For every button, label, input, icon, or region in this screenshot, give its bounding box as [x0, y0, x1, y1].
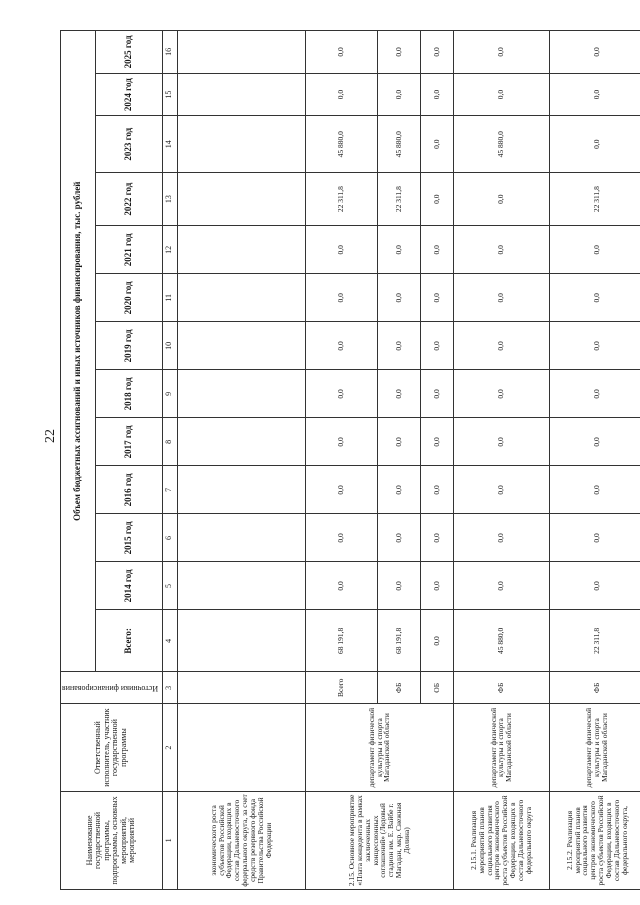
row-value: 0,0 [453, 418, 549, 466]
row-value: 45 880,0 [305, 116, 377, 173]
column-number: 6 [162, 514, 177, 562]
row-name: 2.15.1. Реализация мероприятий планов социального развития центров экономического роста субъектов Российской Федерации, входящих в состав Дальневосточного федерального округа [453, 791, 549, 889]
row-value [177, 418, 305, 466]
header-year: 2017 год [96, 418, 162, 466]
row-value: 0,0 [377, 322, 421, 370]
row-total: 45 880,0 [453, 610, 549, 672]
row-value: 0,0 [305, 73, 377, 116]
table-row [549, 31, 640, 890]
row-value: 0,0 [549, 370, 640, 418]
column-number: 12 [162, 226, 177, 274]
row-name: 2.15.2. Реализация мероприятий планов социального развития центров экономического роста субъектов Российской Федерации, входящих в состав Дальневосточного федерального округа, [549, 791, 640, 889]
row-value: 0,0 [549, 31, 640, 74]
row-value: 22 311,8 [377, 172, 421, 225]
row-value: 0,0 [549, 514, 640, 562]
row-value: 0,0 [453, 73, 549, 116]
table-row [305, 31, 377, 890]
row-value: 0,0 [377, 31, 421, 74]
row-value: 0,0 [305, 466, 377, 514]
row-total: 22 311,8 [549, 610, 640, 672]
row-source [177, 672, 305, 704]
row-value: 0,0 [421, 322, 454, 370]
row-value: 22 311,8 [549, 172, 640, 225]
row-responsible [177, 704, 305, 792]
row-value: 0,0 [305, 322, 377, 370]
header-year: 2015 год [96, 514, 162, 562]
row-value [177, 116, 305, 173]
header-year: 2021 год [96, 226, 162, 274]
row-value: 0,0 [305, 370, 377, 418]
column-number: 9 [162, 370, 177, 418]
row-value: 0,0 [549, 466, 640, 514]
column-number: 11 [162, 274, 177, 322]
row-value: 0,0 [549, 73, 640, 116]
column-number: 16 [162, 31, 177, 74]
column-number: 8 [162, 418, 177, 466]
row-value: 0,0 [453, 172, 549, 225]
header-year: 2018 год [96, 370, 162, 418]
header-year: 2024 год [96, 73, 162, 116]
row-value: 0,0 [421, 274, 454, 322]
row-value [177, 31, 305, 74]
row-value: 0,0 [421, 466, 454, 514]
row-value: 0,0 [305, 226, 377, 274]
column-number: 5 [162, 562, 177, 610]
row-name: 2.15. Основное мероприятие «Плата концедента в рамках заключенных концессионных соглашений» (Ледовый стадион им. Е. Вайбе г. Магадан, мкр. Снежная Долина) [305, 791, 453, 889]
row-value: 0,0 [305, 418, 377, 466]
row-source: ОБ [421, 672, 454, 704]
row-responsible: департамент физической культуры и спорта Магаданской области [305, 704, 453, 792]
row-source: ФБ [453, 672, 549, 704]
row-responsible: департамент физической культуры и спорта Магаданской области [549, 704, 640, 792]
row-value: 0,0 [377, 418, 421, 466]
table-row [177, 31, 305, 890]
row-value: 0,0 [453, 322, 549, 370]
row-total [177, 610, 305, 672]
row-value: 0,0 [305, 274, 377, 322]
header-funding: Объем бюджетных ассигнований и иных источников финансирования, тыс. рублей [61, 31, 96, 672]
row-value: 0,0 [377, 274, 421, 322]
header-source [61, 672, 163, 704]
header-year: 2014 год [96, 562, 162, 610]
page-number: 22 [43, 429, 58, 443]
row-value: 0,0 [453, 274, 549, 322]
row-value [177, 562, 305, 610]
column-number: 10 [162, 322, 177, 370]
column-number: 3 [162, 672, 177, 704]
row-value: 0,0 [549, 418, 640, 466]
row-value: 0,0 [377, 370, 421, 418]
row-value: 0,0 [377, 73, 421, 116]
row-value: 0,0 [421, 370, 454, 418]
row-value: 0,0 [305, 562, 377, 610]
row-value: 0,0 [421, 31, 454, 74]
row-value: 45 880,0 [453, 116, 549, 173]
header-year: 2020 год [96, 274, 162, 322]
row-value: 0,0 [453, 226, 549, 274]
header-year: 2016 год [96, 466, 162, 514]
column-number: 1 [162, 791, 177, 889]
row-total: 68 191,8 [305, 610, 377, 672]
header-name: Наименование государственной программы, подпрограммы, основных мероприятий, мероприятий [61, 791, 163, 889]
row-value: 0,0 [305, 514, 377, 562]
row-value: 0,0 [549, 274, 640, 322]
row-value: 0,0 [377, 226, 421, 274]
header-year: 2023 год [96, 116, 162, 173]
row-value: 0,0 [549, 226, 640, 274]
row-value: 0,0 [377, 466, 421, 514]
row-value: 0,0 [453, 31, 549, 74]
row-value [177, 322, 305, 370]
header-total: Всего: [96, 610, 162, 672]
financing-table [60, 30, 640, 890]
row-source: ФБ [377, 672, 421, 704]
row-value: 0,0 [453, 466, 549, 514]
row-value [177, 226, 305, 274]
row-value: 0,0 [421, 514, 454, 562]
row-value: 0,0 [421, 73, 454, 116]
header-year: 2019 год [96, 322, 162, 370]
column-number: 15 [162, 73, 177, 116]
row-value [177, 514, 305, 562]
financing-table-sheet [60, 30, 630, 890]
column-number: 4 [162, 610, 177, 672]
row-value [177, 274, 305, 322]
header-responsible: Ответственный исполнитель, участник государственной программы [61, 704, 163, 792]
row-source: ФБ [549, 672, 640, 704]
column-number: 13 [162, 172, 177, 225]
row-value [177, 370, 305, 418]
row-value: 0,0 [421, 116, 454, 173]
row-value: 0,0 [453, 370, 549, 418]
column-number: 14 [162, 116, 177, 173]
row-value: 0,0 [549, 322, 640, 370]
row-value: 0,0 [421, 562, 454, 610]
header-source-text: Источники финансирования [62, 684, 159, 694]
header-year: 2022 год [96, 172, 162, 225]
row-value [177, 466, 305, 514]
row-value: 0,0 [421, 418, 454, 466]
header-year: 2025 год [96, 31, 162, 74]
row-value: 0,0 [453, 514, 549, 562]
row-value: 0,0 [305, 31, 377, 74]
row-value: 0,0 [377, 562, 421, 610]
row-value: 0,0 [549, 562, 640, 610]
row-value: 0,0 [377, 514, 421, 562]
row-responsible: департамент физической культуры и спорта Магаданской области [453, 704, 549, 792]
row-value: 22 311,8 [305, 172, 377, 225]
row-total: 68 191,8 [377, 610, 421, 672]
row-source: Всего [305, 672, 377, 704]
row-total: 0,0 [421, 610, 454, 672]
column-number: 2 [162, 704, 177, 792]
row-value [177, 73, 305, 116]
row-value: 45 880,0 [377, 116, 421, 173]
row-name: экономического роста субъектов Российской Федерации, входящих в состав Дальневосточного федерального округа, за счет средств резервного фонда Правительства Российской Федерации [177, 791, 305, 889]
row-value: 0,0 [549, 116, 640, 173]
row-value: 0,0 [421, 172, 454, 225]
table-row [453, 31, 549, 890]
row-value [177, 172, 305, 225]
row-value: 0,0 [421, 226, 454, 274]
row-value: 0,0 [453, 562, 549, 610]
column-number: 7 [162, 466, 177, 514]
